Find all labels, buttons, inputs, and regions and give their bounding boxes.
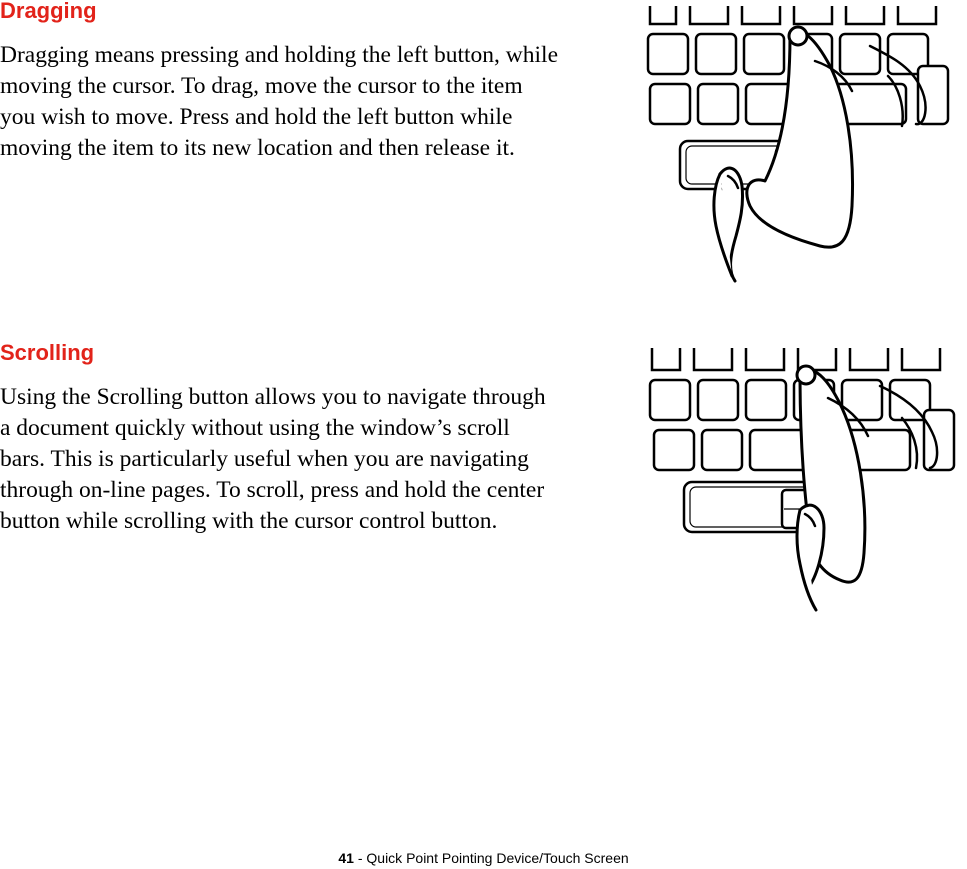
page-footer bbox=[0, 850, 967, 866]
page-number: 41 bbox=[338, 850, 354, 866]
scrolling-illustration bbox=[640, 348, 967, 640]
footer-separator: - bbox=[353, 850, 367, 866]
dragging-heading: Dragging bbox=[0, 0, 97, 23]
scrolling-section bbox=[0, 340, 560, 537]
scrolling-heading: Scrolling bbox=[0, 340, 95, 365]
dragging-illustration bbox=[640, 6, 955, 291]
dragging-section bbox=[0, 0, 560, 164]
footer-title: Quick Point Pointing Device/Touch Screen bbox=[366, 850, 629, 866]
scrolling-body: Using the Scrolling button allows you to navigate through a document quickly without using the window’s scroll bars. This is particularly useful when you are navigating through on-line pages. To scroll, press and hold the center button while scrolling with the cursor control button. bbox=[0, 384, 546, 534]
dragging-body: Dragging means pressing and holding the left button, while moving the cursor. To drag, move the cursor to the item you wish to move. Press and hold the left button while moving the item to its new location and then release it. bbox=[0, 42, 559, 161]
